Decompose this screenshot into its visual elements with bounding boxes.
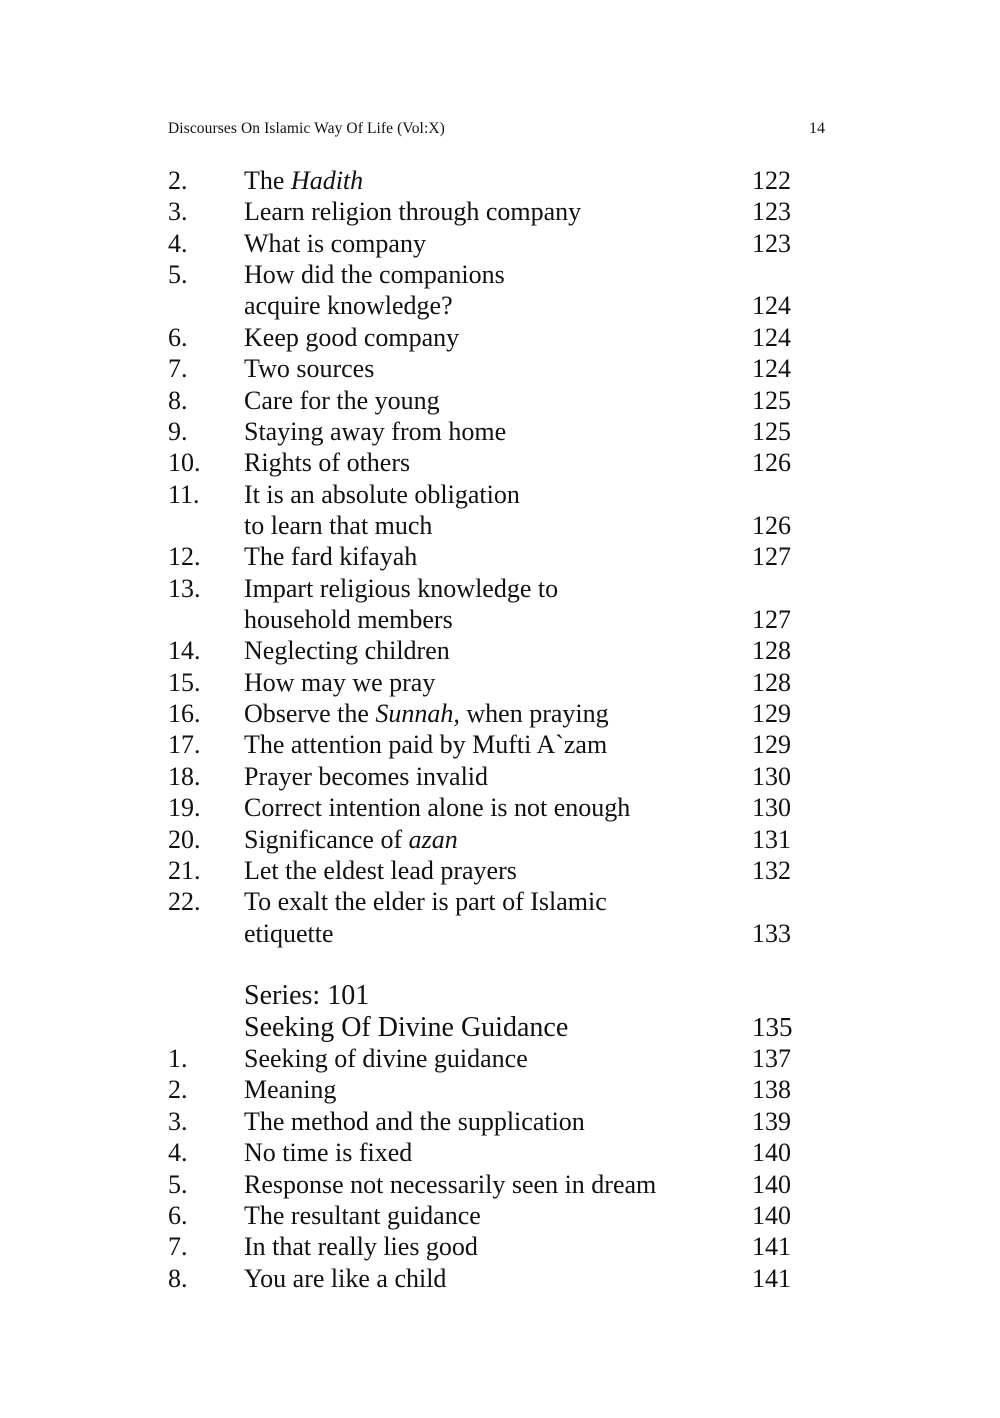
- entry-number: 9.: [168, 416, 188, 446]
- entry-number: 3.: [168, 197, 188, 227]
- toc-entry: [168, 573, 808, 604]
- entry-page: 141: [752, 1263, 791, 1293]
- entry-number: 13.: [168, 573, 201, 603]
- entry-number: 7.: [168, 1232, 188, 1262]
- toc-entry: [168, 322, 808, 353]
- entry-title: The method and the supplication: [244, 1106, 585, 1136]
- entry-title: Two sources: [244, 354, 375, 384]
- toc-entry: [168, 416, 808, 447]
- entry-page: 124: [752, 322, 791, 352]
- entry-page: 137: [752, 1044, 791, 1074]
- series-entry: [168, 1137, 808, 1168]
- toc-entry: [168, 196, 808, 227]
- toc-entry: [168, 761, 808, 792]
- entry-number: 17.: [168, 730, 201, 760]
- entry-number: 18.: [168, 761, 201, 791]
- entry-number: 6.: [168, 322, 188, 352]
- toc-entry: [168, 792, 808, 823]
- toc-entry-continuation: [168, 290, 808, 321]
- entry-number: 20.: [168, 824, 201, 854]
- entry-page: 132: [752, 855, 791, 885]
- entry-page: 129: [752, 699, 791, 729]
- toc-entry: [168, 824, 808, 855]
- entry-title: Neglecting children: [244, 636, 450, 666]
- entry-page: 124: [752, 291, 791, 321]
- entry-title: Significance of azan: [244, 824, 458, 854]
- entry-page: 140: [752, 1169, 791, 1199]
- section-spacer: [168, 949, 808, 980]
- entry-title: acquire knowledge?: [244, 291, 453, 321]
- running-title: Discourses On Islamic Way Of Life (Vol:X): [168, 120, 445, 137]
- entry-number: 11.: [168, 479, 200, 509]
- entry-page: 133: [752, 918, 791, 948]
- entry-page: 130: [752, 793, 791, 823]
- entry-page: 141: [752, 1232, 791, 1262]
- entry-number: 22.: [168, 887, 201, 917]
- entry-page: 127: [752, 542, 791, 572]
- entry-page: 126: [752, 510, 791, 540]
- entry-number: 5.: [168, 1169, 188, 1199]
- entry-number: 21.: [168, 855, 201, 885]
- toc-entry: [168, 667, 808, 698]
- entry-title: Care for the young: [244, 385, 440, 415]
- toc-entry: [168, 479, 808, 510]
- page-number: 14: [809, 120, 825, 137]
- entry-title: etiquette: [244, 918, 334, 948]
- entry-page: 128: [752, 667, 791, 697]
- entry-page: 129: [752, 730, 791, 760]
- entry-title: Response not necessarily seen in dream: [244, 1169, 657, 1199]
- entry-title: The Hadith: [244, 166, 364, 195]
- series-entry: [168, 1169, 808, 1200]
- series-entry: [168, 1231, 808, 1262]
- toc-entry: [168, 385, 808, 416]
- series-label: Series: 101: [244, 980, 370, 1012]
- entry-title: How may we pray: [244, 667, 436, 697]
- series-entry: [168, 1263, 808, 1294]
- entry-title: You are like a child: [244, 1263, 447, 1293]
- entry-number: 7.: [168, 354, 188, 384]
- table-of-contents: [168, 165, 808, 1294]
- entry-title: Staying away from home: [244, 416, 507, 446]
- toc-entry-continuation: [168, 918, 808, 949]
- entry-title: What is company: [244, 228, 426, 258]
- entry-title: The resultant guidance: [244, 1200, 481, 1230]
- toc-entry: [168, 855, 808, 886]
- entry-number: 16.: [168, 699, 201, 729]
- entry-title: to learn that much: [244, 510, 433, 540]
- entry-number: 15.: [168, 667, 201, 697]
- toc-entry: [168, 228, 808, 259]
- series-page: 135: [752, 1011, 793, 1042]
- entry-title: Rights of others: [244, 448, 411, 478]
- entry-title: In that really lies good: [244, 1232, 478, 1262]
- entry-title: Prayer becomes invalid: [244, 761, 489, 791]
- toc-entry: [168, 447, 808, 478]
- series-label-row: [168, 980, 808, 1011]
- entry-title: household members: [244, 605, 453, 635]
- entry-number: 3.: [168, 1106, 188, 1136]
- entry-page: 127: [752, 605, 791, 635]
- toc-entry: [168, 698, 808, 729]
- entry-number: 4.: [168, 1138, 188, 1168]
- entry-title: Impart religious knowledge to: [244, 573, 559, 603]
- entry-number: 12.: [168, 542, 201, 572]
- entry-page: 123: [752, 228, 791, 258]
- entry-title: Seeking of divine guidance: [244, 1044, 528, 1074]
- toc-entry-continuation: [168, 604, 808, 635]
- toc-entry: [168, 635, 808, 666]
- entry-page: 130: [752, 761, 791, 791]
- entry-title: How did the companions: [244, 260, 505, 290]
- running-head: [168, 120, 828, 146]
- entry-title: Observe the Sunnah, when praying: [244, 699, 609, 729]
- entry-number: 8.: [168, 1263, 188, 1293]
- toc-entry: [168, 165, 808, 196]
- entry-number: 1.: [168, 1044, 188, 1074]
- toc-entry: [168, 729, 808, 760]
- entry-page: 128: [752, 636, 791, 666]
- entry-number: 2.: [168, 1075, 188, 1105]
- entry-number: 4.: [168, 228, 188, 258]
- entry-title: It is an absolute obligation: [244, 479, 520, 509]
- series-title: Seeking Of Divine Guidance: [244, 1011, 569, 1043]
- entry-number: 6.: [168, 1200, 188, 1230]
- entry-title: No time is fixed: [244, 1138, 413, 1168]
- toc-entry: [168, 886, 808, 917]
- toc-entry-continuation: [168, 510, 808, 541]
- entry-title: Learn religion through company: [244, 197, 582, 227]
- entry-page: 123: [752, 197, 791, 227]
- series-entry: [168, 1074, 808, 1105]
- series-entry: [168, 1043, 808, 1074]
- entry-number: 14.: [168, 636, 201, 666]
- entry-page: 125: [752, 385, 791, 415]
- entry-title: Meaning: [244, 1075, 337, 1105]
- entry-page: 140: [752, 1138, 791, 1168]
- entry-title: Correct intention alone is not enough: [244, 793, 631, 823]
- toc-entry: [168, 259, 808, 290]
- entry-title: The attention paid by Mufti A`zam: [244, 730, 608, 760]
- series-entry: [168, 1200, 808, 1231]
- entry-number: 2.: [168, 166, 188, 195]
- entry-number: 8.: [168, 385, 188, 415]
- entry-page: 140: [752, 1200, 791, 1230]
- entry-number: 19.: [168, 793, 201, 823]
- entry-page: 138: [752, 1075, 791, 1105]
- toc-entry: [168, 353, 808, 384]
- entry-title: To exalt the elder is part of Islamic: [244, 887, 607, 917]
- series-entry: [168, 1106, 808, 1137]
- entry-number: 10.: [168, 448, 201, 478]
- toc-entry: [168, 541, 808, 572]
- entry-page: 139: [752, 1106, 791, 1136]
- entry-page: 131: [752, 824, 791, 854]
- entry-page: 125: [752, 416, 791, 446]
- entry-title: The fard kifayah: [244, 542, 418, 572]
- series-title-row: [168, 1012, 808, 1043]
- entry-title: Keep good company: [244, 322, 460, 352]
- entry-number: 5.: [168, 260, 188, 290]
- entry-title: Let the eldest lead prayers: [244, 855, 517, 885]
- entry-page: 124: [752, 354, 791, 384]
- entry-page: 122: [752, 166, 791, 195]
- entry-page: 126: [752, 448, 791, 478]
